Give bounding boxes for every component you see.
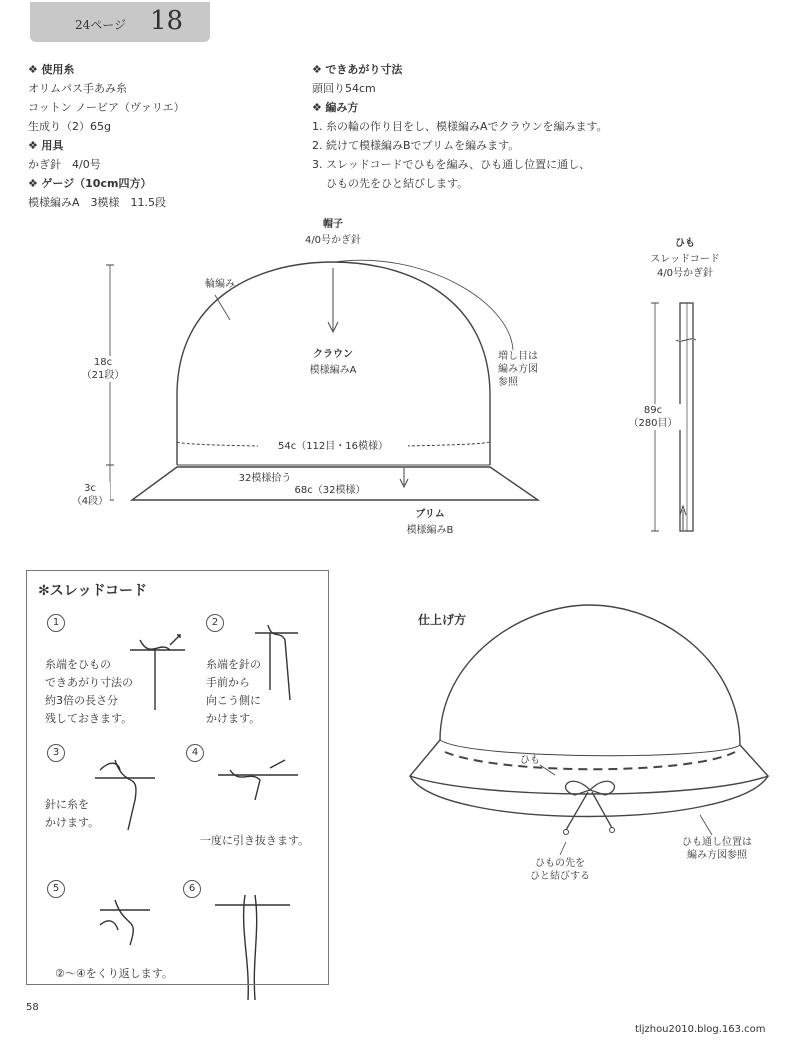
brim-title: ブリム [415, 509, 445, 520]
step-text-line: かけます。 [206, 712, 261, 725]
crown-height-value: 18c [93, 357, 113, 368]
method-step: 2. 続けて模様編みBでブリムを編みます。 [312, 139, 520, 152]
step-5 [47, 876, 65, 898]
method-step: 3. スレッドコードでひもを編み、ひも通し位置に通し、 [312, 158, 591, 171]
brim-rows-value: （4段） [71, 496, 109, 507]
yarn-line: コットン ノービア（ヴァリエ） [28, 101, 185, 114]
step-number: 3 [47, 744, 65, 762]
increase-note-line: 増し目は [498, 351, 538, 362]
step-3 [47, 740, 65, 762]
crown-pattern: 模様編みA [309, 365, 357, 376]
thread-cord-title-text: スレッドコード [49, 583, 148, 599]
thread-cord-title [38, 580, 147, 600]
thread-cord-box [26, 570, 329, 985]
step-6 [183, 876, 201, 898]
hat-hook: 4/0号かぎ針 [304, 235, 362, 246]
position-note [682, 836, 752, 862]
size-title: できあがり寸法 [325, 63, 403, 76]
hat-title: 帽子 [323, 219, 343, 230]
increase-leader [335, 260, 513, 350]
brim-height-value: 3c [84, 483, 96, 494]
step-number: 1 [47, 614, 65, 632]
diamond-icon: ❖ [28, 63, 38, 76]
step-text-line: 針に糸を [45, 798, 89, 811]
finishing-title: 仕上げ方 [418, 613, 467, 627]
position-note-line: 編み方図参照 [687, 850, 747, 861]
cord-tails [566, 792, 612, 830]
ring-label: 輪編み [205, 279, 235, 290]
cord-hook: 4/0号かぎ針 [656, 268, 714, 279]
tools-line: かぎ針 4/0号 [28, 158, 101, 171]
cord-title: ひも [675, 238, 695, 249]
knot-note-line: ひと結びする [530, 871, 590, 882]
diamond-icon: ❖ [312, 63, 322, 76]
knot-note [530, 857, 590, 883]
finished-brim [410, 740, 768, 794]
gauge-title: ゲージ（10cm四方） [41, 177, 152, 190]
step-text-line: 約3倍の長さ分 [45, 694, 118, 707]
step-text-line: 残しておきます。 [45, 712, 133, 725]
circumference-label: 54c（112目・16模様） [258, 440, 408, 453]
cord-length-value: 89c [643, 405, 663, 416]
page-reference: 24ページ [75, 18, 127, 32]
crown-height [78, 356, 128, 382]
knot-note-line: ひもの先を [535, 858, 585, 869]
step-text-line: 糸端を針の [206, 658, 261, 671]
brim-height [70, 482, 110, 508]
crown-rows-value: （21段） [81, 370, 125, 381]
pattern-number: 18 [150, 6, 184, 36]
step-text-line: かけます。 [45, 816, 100, 829]
step-1-text [45, 656, 133, 728]
method-step: 1. 糸の輪の作り目をし、模様編みAでクラウンを編みます。 [312, 120, 608, 133]
step-2-text [206, 656, 261, 728]
pickup-label: 32模様拾う [238, 473, 292, 484]
yarn-title: 使用糸 [41, 63, 75, 76]
step-text-line: 向こう側に [206, 694, 261, 707]
yarn-line: 生成り（2）65g [28, 120, 111, 133]
method-step: ひもの先をひと結びします。 [326, 177, 469, 190]
step-text-line: 糸端をひもの [45, 658, 111, 671]
repeat-note: ②～④をくり返します。 [55, 967, 173, 980]
step-4-text: 一度に引き抜きます。 [200, 834, 310, 847]
crown-title: クラウン [313, 349, 353, 360]
tools-title: 用具 [41, 139, 64, 152]
step-3-text [45, 796, 99, 832]
gauge-line: 模様編みA 3模様 11.5段 [28, 196, 167, 209]
step-1 [47, 610, 65, 632]
position-note-line: ひも通し位置は [682, 837, 752, 848]
cord-type: スレッドコード [650, 254, 720, 265]
brim-width-label: 68c（32模様） [270, 484, 390, 497]
step-number: 4 [186, 744, 204, 762]
method-title: 編み方 [325, 101, 359, 114]
watermark: tljzhou2010.blog.163.com [635, 1024, 766, 1035]
finished-crown [440, 605, 740, 745]
yarn-line: オリムパス手あみ糸 [28, 82, 127, 95]
step-number: 6 [183, 880, 201, 898]
asterisk-icon: ✻ [38, 583, 50, 599]
increase-note-line: 参照 [498, 377, 518, 388]
step-number: 5 [47, 880, 65, 898]
cord-length [623, 404, 683, 430]
increase-note [498, 350, 538, 389]
cord-dashed-line [445, 752, 735, 769]
step-4 [186, 740, 204, 762]
step-text-line: 手前から [206, 676, 250, 689]
step-text-line: できあがり寸法の [45, 676, 133, 689]
size-line: 頭回り54cm [312, 82, 376, 95]
diamond-icon: ❖ [28, 139, 38, 152]
cord-label: ひも [520, 755, 540, 766]
page-number: 58 [26, 1002, 39, 1013]
step-number: 2 [206, 614, 224, 632]
cord-stitches-value: （280目） [628, 418, 678, 429]
diamond-icon: ❖ [312, 101, 322, 114]
diamond-icon: ❖ [28, 177, 38, 190]
increase-note-line: 編み方図 [498, 364, 538, 375]
brim-pattern: 模様編みB [406, 525, 454, 536]
step-2 [206, 610, 224, 632]
